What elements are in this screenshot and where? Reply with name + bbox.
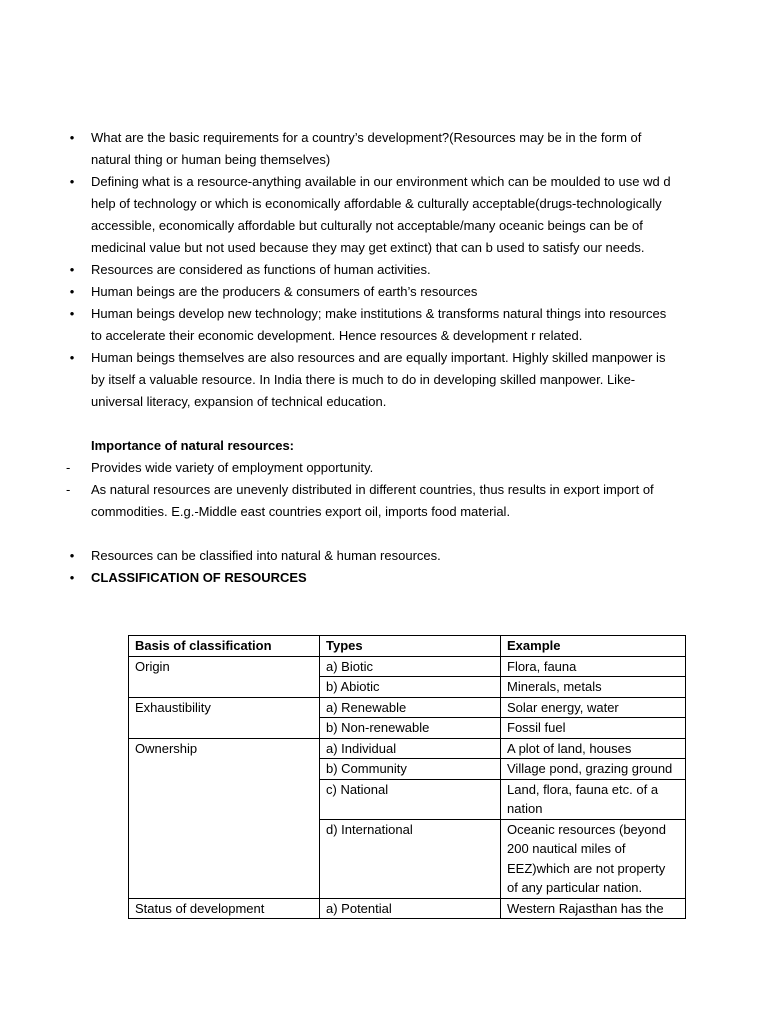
- bullet-text: What are the basic requirements for a country’s development?(Resources may be in the form of natural thing or human being themselves): [91, 130, 642, 167]
- type-cell: a) Renewable: [320, 697, 501, 718]
- example-cell: Flora, fauna: [501, 656, 686, 677]
- example-cell: A plot of land, houses: [501, 738, 686, 759]
- bullet-text: Human beings develop new technology; make institutions & transforms natural things into resources to accelerate their economic development. Hence resources & development r related.: [91, 306, 667, 343]
- basis-cell: Origin: [129, 656, 320, 697]
- basis-cell: Exhaustibility: [129, 697, 320, 738]
- type-cell: a) Potential: [320, 898, 501, 919]
- basis-cell: Status of development: [129, 898, 320, 919]
- table-row: [129, 697, 686, 718]
- table-row: [129, 656, 686, 677]
- type-cell: d) International: [320, 819, 501, 898]
- bullet-text: Resources can be classified into natural & human resources.: [91, 548, 441, 563]
- list-item: [0, 303, 768, 347]
- table-row: [129, 898, 686, 919]
- header-basis: Basis of classification: [129, 636, 320, 657]
- example-cell: Western Rajasthan has the: [501, 898, 686, 919]
- bullet-marker: •: [69, 174, 75, 189]
- bullet-text: Defining what is a resource-anything available in our environment which can be moulded to use wd d help of technology or which is economically affordable & culturally acceptable(drugs-technologically accessible, economically affordable but culturally not acceptable/many oceanic beings can be of medicinal value but not used because they may get extinct) that can b used to satisfy our needs.: [91, 174, 671, 255]
- intro-bullet-list: [0, 127, 768, 413]
- type-cell: b) Abiotic: [320, 677, 501, 698]
- example-cell: Fossil fuel: [501, 718, 686, 739]
- classification-bullet-list: [0, 545, 768, 589]
- list-item: [0, 259, 768, 281]
- bullet-text: Human beings are the producers & consumers of earth’s resources: [91, 284, 478, 299]
- type-cell: c) National: [320, 779, 501, 819]
- list-item: [0, 171, 768, 259]
- dash-marker: -: [66, 460, 71, 475]
- list-item: [0, 479, 768, 523]
- type-cell: a) Individual: [320, 738, 501, 759]
- classification-title: CLASSIFICATION OF RESOURCES: [91, 570, 307, 585]
- list-item: [0, 127, 768, 171]
- table-row: [129, 738, 686, 759]
- importance-heading: Importance of natural resources:: [91, 438, 294, 453]
- list-item: [0, 457, 768, 479]
- bullet-marker: •: [69, 130, 75, 145]
- list-item: [0, 567, 768, 589]
- classification-table: [128, 635, 686, 919]
- bullet-marker: •: [69, 570, 75, 585]
- bullet-text: Human beings themselves are also resources and are equally important. Highly skilled manpower is by itself a valuable resource. In India there is much to do in developing skilled manpower. Like-universal literacy, expansion of technical education.: [91, 350, 666, 409]
- header-example: Example: [501, 636, 686, 657]
- dash-text: As natural resources are unevenly distributed in different countries, thus results in export import of commodities. E.g.-Middle east countries export oil, imports food material.: [91, 482, 654, 519]
- bullet-marker: •: [69, 262, 75, 277]
- dash-text: Provides wide variety of employment opportunity.: [91, 460, 374, 475]
- list-item: [0, 545, 768, 567]
- importance-list: [0, 457, 768, 523]
- bullet-marker: •: [69, 306, 75, 321]
- example-cell: Land, flora, fauna etc. of a nation: [501, 779, 686, 819]
- basis-cell: Ownership: [129, 738, 320, 898]
- dash-marker: -: [66, 482, 71, 497]
- bullet-marker: •: [69, 284, 75, 299]
- example-cell: Minerals, metals: [501, 677, 686, 698]
- bullet-marker: •: [69, 548, 75, 563]
- type-cell: b) Non-renewable: [320, 718, 501, 739]
- bullet-marker: •: [69, 350, 75, 365]
- example-cell: Oceanic resources (beyond 200 nautical miles of EEZ)which are not property of any particular nation.: [501, 819, 686, 898]
- type-cell: b) Community: [320, 759, 501, 780]
- table-header-row: [129, 636, 686, 657]
- bullet-text: Resources are considered as functions of human activities.: [91, 262, 431, 277]
- type-cell: a) Biotic: [320, 656, 501, 677]
- header-types: Types: [320, 636, 501, 657]
- example-cell: Village pond, grazing ground: [501, 759, 686, 780]
- example-cell: Solar energy, water: [501, 697, 686, 718]
- spacer: [0, 523, 768, 545]
- list-item: [0, 281, 768, 303]
- list-item: [0, 347, 768, 413]
